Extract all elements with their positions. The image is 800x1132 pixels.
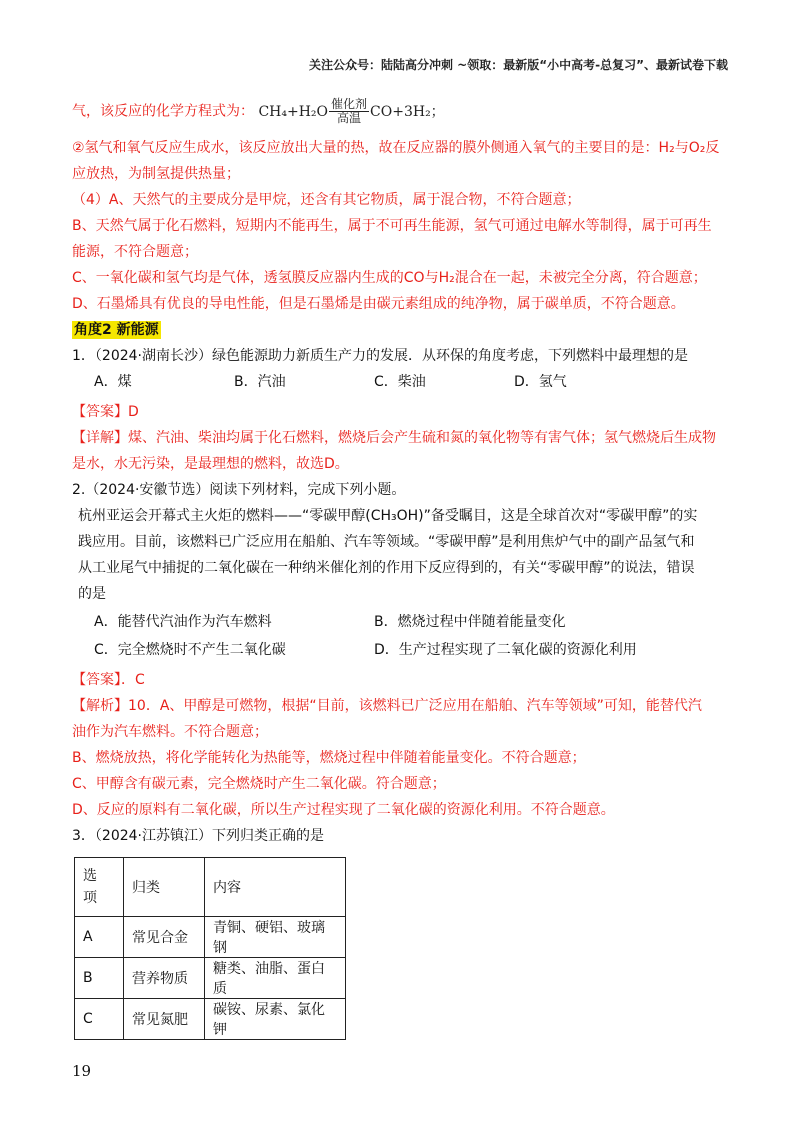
q2-options-row-2 [72,637,732,663]
section-heading [72,317,732,343]
equation-right: CO+3H₂； [370,103,445,120]
q1-answer: 【答案】D [72,404,139,420]
page-number: 19 [72,1062,92,1080]
temperature-label: 高温 [337,111,362,125]
formula-prefix: 气，该反应的化学方程式为： [72,103,254,120]
q2-analysis-2: 油作为汽车燃料。不符合题意； [72,724,268,740]
row-c-option: C [75,999,124,1040]
catalyst-label: 催化剂 [331,97,368,111]
prev-line-8: D、石墨烯具有优良的导电性能，但是石墨烯是由碳元素组成的纯净物，属于碳单质，不符合题意。 [72,296,685,312]
q2-stem: 2.（2024·安徽节选）阅读下列材料，完成下列小题。 [72,482,406,498]
table-row [75,999,346,1040]
q2-material-3: 从工业尾气中捕捉的二氧化碳在一种纳米催化剂的作用下反应得到的，有关“零碳甲醇”的说法，错误 [78,560,695,576]
prev-line-3: 应放热，为制氢提供热量； [72,166,240,182]
q2-options-row-1 [72,609,732,635]
q2-option-a: A．能替代汽油作为汽车燃料 [94,614,272,630]
row-a-option: A [75,917,124,958]
q1-option-d: D．氢气 [514,374,567,390]
table-row [75,958,346,999]
reaction-condition [329,98,369,125]
row-b-category: 营养物质 [124,958,205,999]
table-header-row [75,858,346,917]
prev-line-6: 能源，不符合题意； [72,244,198,260]
prev-line-5: B、天然气属于化石燃料，短期内不能再生，属于不可再生能源，氢气可通过电解水等制得，属于可再生 [72,218,712,234]
q1-options [72,369,732,395]
header-option: 选 项 [75,858,124,917]
q2-analysis-1: 【解析】10．A、甲醇是可燃物，根据“目前，该燃料已广泛应用在船舶、汽车等领域”可知，能替代汽 [72,698,702,714]
prev-line-1 [72,98,732,125]
header-category: 归类 [124,858,205,917]
equation-left: CH₄+H₂O [258,103,329,120]
table-row [75,917,346,958]
q2-material-1: 杭州亚运会开幕式主火炬的燃料——“零碳甲醇(CH₃OH)”备受瞩目，这是全球首次对“零碳甲醇”的实 [78,508,698,524]
q1-stem: 1．（2024·湖南长沙）绿色能源助力新质生产力的发展．从环保的角度考虑，下列燃料中最理想的是 [72,348,688,364]
prev-line-7: C、一氧化碳和氢气均是气体，透氢膜反应器内生成的CO与H₂混合在一起，未被完全分离，符合题意； [72,270,707,286]
q2-analysis-3: B、燃烧放热，将化学能转化为热能等，燃烧过程中伴随着能量变化。不符合题意； [72,750,586,766]
page-content [72,98,732,1040]
q2-material-4: 的是 [78,586,106,602]
row-a-content: 青铜、硬铝、玻璃钢 [205,917,346,958]
q3-stem: 3．（2024·江苏镇江）下列归类正确的是 [72,828,324,844]
prev-line-2: ②氢气和氧气反应生成水，该反应放出大量的热，故在反应器的膜外侧通入氧气的主要目的是：H₂与O₂反 [72,140,720,156]
q2-answer: 【答案】．C [72,672,145,688]
row-b-content: 糖类、油脂、蛋白质 [205,958,346,999]
q2-option-b: B．燃烧过程中伴随着能量变化 [374,614,566,630]
q2-option-d: D．生产过程实现了二氧化碳的资源化利用 [374,642,637,658]
q3-classification-table [74,857,346,1040]
q2-analysis-5: D、反应的原料有二氧化碳，所以生产过程实现了二氧化碳的资源化利用。不符合题意。 [72,802,615,818]
header-content: 内容 [205,858,346,917]
row-c-content: 碳铵、尿素、氯化钾 [205,999,346,1040]
q2-material-2: 践应用。目前，该燃料已广泛应用在船舶、汽车等领域。“零碳甲醇”是利用焦炉气中的副产品氢气和 [78,534,695,550]
q2-analysis-4: C、甲醇含有碳元素，完全燃烧时产生二氧化碳。符合题意； [72,776,446,792]
section-title: 角度2 新能源 [74,322,159,338]
prev-line-4: （4）A、天然气的主要成分是甲烷，还含有其它物质，属于混合物，不符合题意； [72,192,581,208]
q2-option-c: C．完全燃烧时不产生二氧化碳 [94,642,286,658]
row-c-category: 常见氮肥 [124,999,205,1040]
q1-option-a: A．煤 [94,374,132,390]
q1-option-c: C．柴油 [374,374,426,390]
row-b-option: B [75,958,124,999]
page-header: 关注公众号：陆陆高分冲刺 ~领取：最新版“小中高考-总复习”、最新试卷下载 [309,58,728,72]
row-a-category: 常见合金 [124,917,205,958]
q1-detail-1: 【详解】煤、汽油、柴油均属于化石燃料，燃烧后会产生硫和氮的氧化物等有害气体；氢气燃烧后生成物 [72,430,716,446]
q1-detail-2: 是水，水无污染，是最理想的燃料，故选D。 [72,456,349,472]
chemical-equation [258,98,444,125]
q1-option-b: B．汽油 [234,374,286,390]
